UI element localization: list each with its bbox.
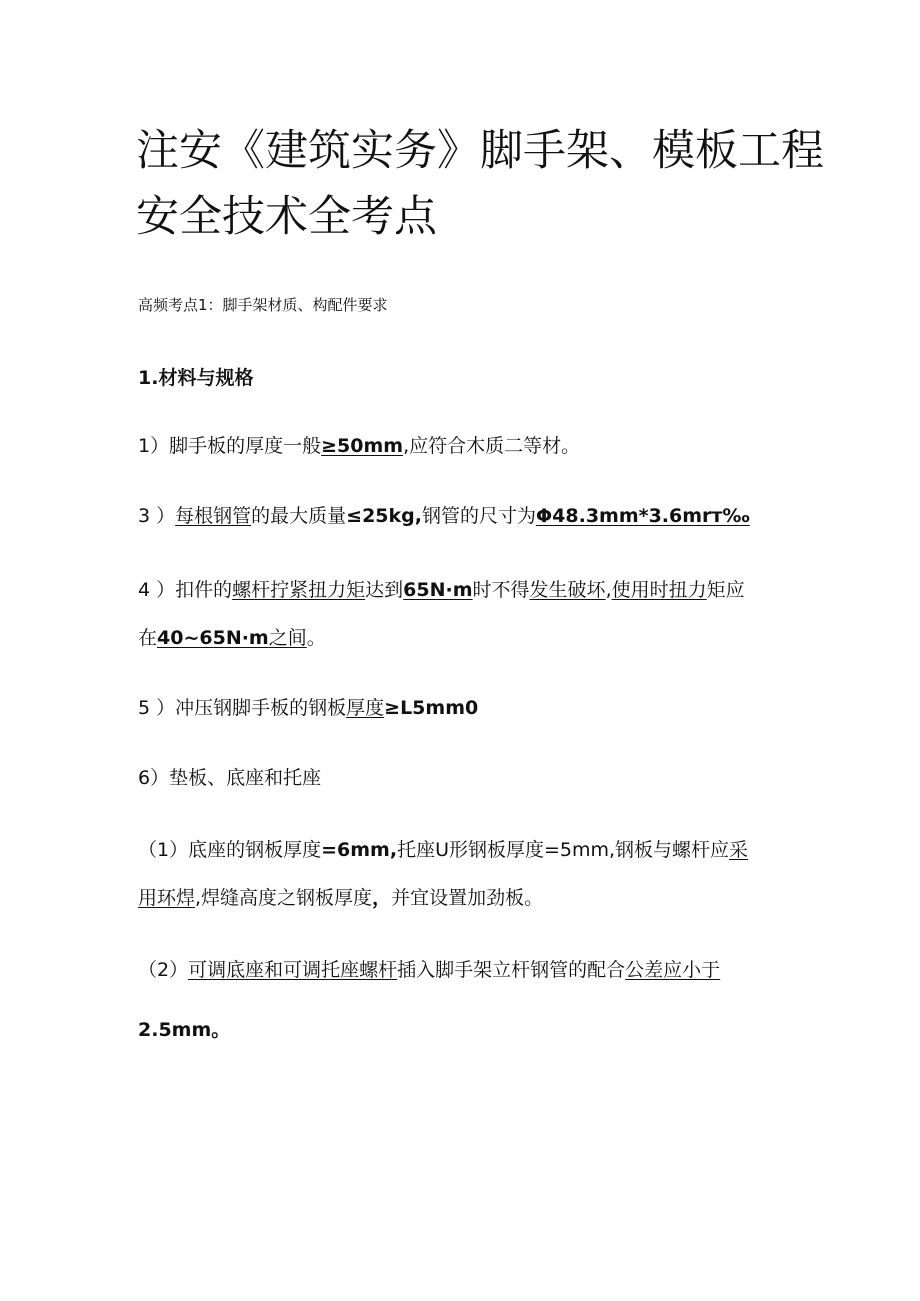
item-6-2-underlined-2: 公差应小于 <box>625 959 721 981</box>
item-6-2-mid: 插入脚手架立杆钢管的配合 <box>397 959 626 981</box>
item-6-2 <box>138 957 798 1043</box>
item-1-suffix: ,应符合木质二等材。 <box>403 435 581 457</box>
item-4-mid-2: 时不得 <box>472 579 530 601</box>
item-3 <box>138 503 750 529</box>
item-6-1-line-2-suffix: 并宜设置加劲板。 <box>391 887 544 909</box>
item-3-mid-1: 的最大质量 <box>251 505 347 527</box>
item-4-underlined-4: 之间 <box>268 627 307 649</box>
item-6-1-line-1 <box>138 837 798 863</box>
item-4-line-2-prefix: 在 <box>138 627 158 649</box>
item-1 <box>138 433 580 459</box>
item-6-2-line-1 <box>138 957 798 983</box>
section-heading: 1.材料与规格 <box>138 367 254 389</box>
item-5-value: ≥L5mm0 <box>384 697 479 719</box>
item-4-underlined-3: 使用时扭力 <box>611 579 707 601</box>
item-4-value-2: 40~65N·m <box>157 627 269 649</box>
item-1-value: ≥50mm <box>321 435 404 457</box>
item-5-prefix: 5 ）冲压钢脚手板的钢板 <box>138 697 347 719</box>
item-1-prefix: 1）脚手板的厚度一般 <box>138 435 322 457</box>
item-6-1 <box>138 837 798 911</box>
item-4-line-2 <box>138 625 798 651</box>
item-6-2-prefix: （2） <box>138 959 189 981</box>
item-6: 6）垫板、底座和托座 <box>138 767 322 789</box>
item-3-underlined: 每根钢管 <box>175 505 252 527</box>
item-6-1-underlined-2: 用环焊 <box>138 887 196 909</box>
item-6-2-underlined-1: 可调底座和可调托座螺杆 <box>188 959 398 981</box>
item-5-underlined: 厚度 <box>346 697 385 719</box>
item-4-underlined-1: 螺杆拧紧扭力矩 <box>232 579 366 601</box>
title-line-2: 安全技术全考点 <box>136 192 437 242</box>
item-3-value-2: Φ48.3mm*3.6mrт‰ <box>536 505 750 527</box>
item-6-1-underlined-1: 采 <box>729 839 749 861</box>
item-6-1-line-2-comma: ， <box>372 887 392 909</box>
item-4-prefix: 4 ）扣件的 <box>138 579 233 601</box>
item-6-1-mid: 托座U形钢板厚度=5mm,钢板与螺杆应 <box>397 839 730 861</box>
item-3-mid-2: 钢管的尺寸为 <box>422 505 537 527</box>
item-6-2-line-2: 2.5mm。 <box>138 1019 231 1041</box>
item-6-1-line-2-mid: ,焊缝高度之钢板厚度 <box>195 887 373 909</box>
item-6-1-line-2 <box>138 885 798 911</box>
item-6-1-value: =6mm, <box>321 839 398 861</box>
topic-subtitle: 高频考点1：脚手架材质、构配件要求 <box>138 296 388 314</box>
item-4-mid-3: , <box>605 579 612 601</box>
item-3-prefix: 3 ） <box>138 505 176 527</box>
item-4-value-1: 65N·m <box>403 579 473 601</box>
item-6-1-prefix: （1）底座的钢板厚度 <box>138 839 322 861</box>
item-4-mid-4: 矩应 <box>706 579 745 601</box>
item-3-value-1: ≤25kg, <box>346 505 422 527</box>
title-line-1: 注安《建筑实务》脚手架、模板工程 <box>136 126 824 176</box>
item-4-mid-1: 达到 <box>365 579 404 601</box>
page-title <box>136 118 824 250</box>
item-5 <box>138 695 478 721</box>
item-4 <box>138 577 798 651</box>
item-4-line-1 <box>138 577 798 603</box>
item-4-underlined-2: 发生破坏 <box>529 579 606 601</box>
item-4-line-2-suffix: 。 <box>306 627 326 649</box>
